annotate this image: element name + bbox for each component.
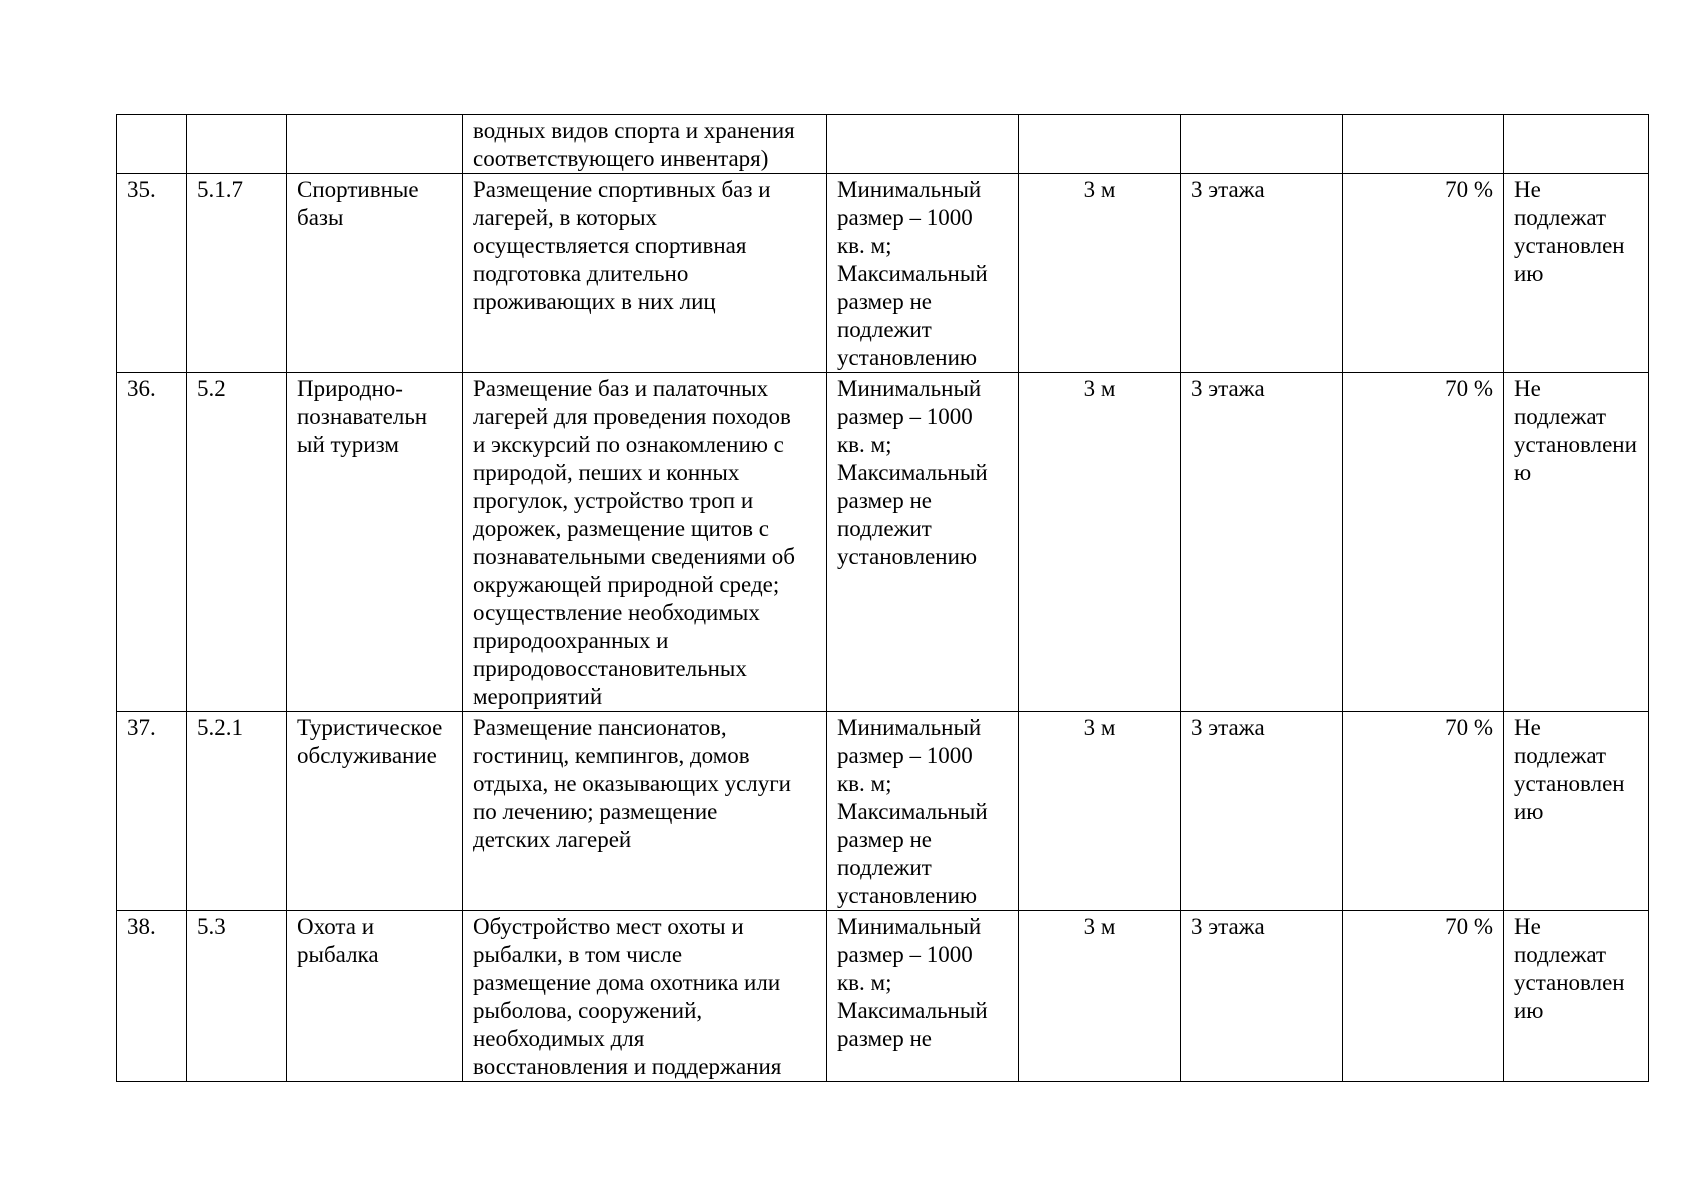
coverage-cell: 70 %: [1343, 174, 1504, 373]
use-name-cell: [287, 115, 463, 174]
floors-cell: 3 этажа: [1181, 373, 1343, 712]
restrictions-cell: Не подлежат установлени ю: [1504, 373, 1649, 712]
code-cell: 5.2: [187, 373, 287, 712]
use-name-cell: Природно- познавательн ый туризм: [287, 373, 463, 712]
use-description-cell: Размещение пансионатов, гостиниц, кемпингов, домов отдыха, не оказывающих услуги по лечению; размещение детских лагерей: [463, 712, 827, 911]
plot-size-cell: Минимальный размер – 1000 кв. м; Максимальный размер не подлежит установлению: [827, 174, 1019, 373]
coverage-cell: 70 %: [1343, 911, 1504, 1082]
setback-cell: 3 м: [1019, 712, 1181, 911]
floors-cell: 3 этажа: [1181, 174, 1343, 373]
setback-cell: [1019, 115, 1181, 174]
use-name-cell: Спортивные базы: [287, 174, 463, 373]
restrictions-cell: Не подлежат установлен ию: [1504, 174, 1649, 373]
row-number-cell: 36.: [117, 373, 187, 712]
row-number-cell: [117, 115, 187, 174]
plot-size-cell: Минимальный размер – 1000 кв. м; Максимальный размер не подлежит установлению: [827, 712, 1019, 911]
row-number-cell: 35.: [117, 174, 187, 373]
table-row: [117, 373, 1649, 712]
row-number-cell: 38.: [117, 911, 187, 1082]
setback-cell: 3 м: [1019, 373, 1181, 712]
floors-cell: [1181, 115, 1343, 174]
use-name-cell: Охота и рыбалка: [287, 911, 463, 1082]
restrictions-cell: Не подлежат установлен ию: [1504, 911, 1649, 1082]
row-number-cell: 37.: [117, 712, 187, 911]
floors-cell: 3 этажа: [1181, 712, 1343, 911]
use-name-cell: Туристическое обслуживание: [287, 712, 463, 911]
plot-size-cell: Минимальный размер – 1000 кв. м; Максимальный размер не: [827, 911, 1019, 1082]
restrictions-cell: [1504, 115, 1649, 174]
restrictions-cell: Не подлежат установлен ию: [1504, 712, 1649, 911]
coverage-cell: 70 %: [1343, 712, 1504, 911]
land-use-table: [116, 114, 1649, 1082]
table-row: [117, 911, 1649, 1082]
use-description-cell: водных видов спорта и хранения соответствующего инвентаря): [463, 115, 827, 174]
use-description-cell: Размещение баз и палаточных лагерей для проведения походов и экскурсий по ознакомлению с природой, пеших и конных прогулок, устройство троп и дорожек, размещение щитов с познавательными сведениями об окружающей природной среде; осуществление необходимых природоохранных и природовосстановительных мероприятий: [463, 373, 827, 712]
floors-cell: 3 этажа: [1181, 911, 1343, 1082]
coverage-cell: [1343, 115, 1504, 174]
code-cell: 5.1.7: [187, 174, 287, 373]
setback-cell: 3 м: [1019, 911, 1181, 1082]
code-cell: 5.2.1: [187, 712, 287, 911]
setback-cell: 3 м: [1019, 174, 1181, 373]
table-row: [117, 712, 1649, 911]
use-description-cell: Размещение спортивных баз и лагерей, в которых осуществляется спортивная подготовка длительно проживающих в них лиц: [463, 174, 827, 373]
table-row: [117, 174, 1649, 373]
code-cell: [187, 115, 287, 174]
plot-size-cell: Минимальный размер – 1000 кв. м; Максимальный размер не подлежит установлению: [827, 373, 1019, 712]
code-cell: 5.3: [187, 911, 287, 1082]
table-row: [117, 115, 1649, 174]
plot-size-cell: [827, 115, 1019, 174]
use-description-cell: Обустройство мест охоты и рыбалки, в том числе размещение дома охотника или рыболова, сооружений, необходимых для восстановления и поддержания: [463, 911, 827, 1082]
coverage-cell: 70 %: [1343, 373, 1504, 712]
